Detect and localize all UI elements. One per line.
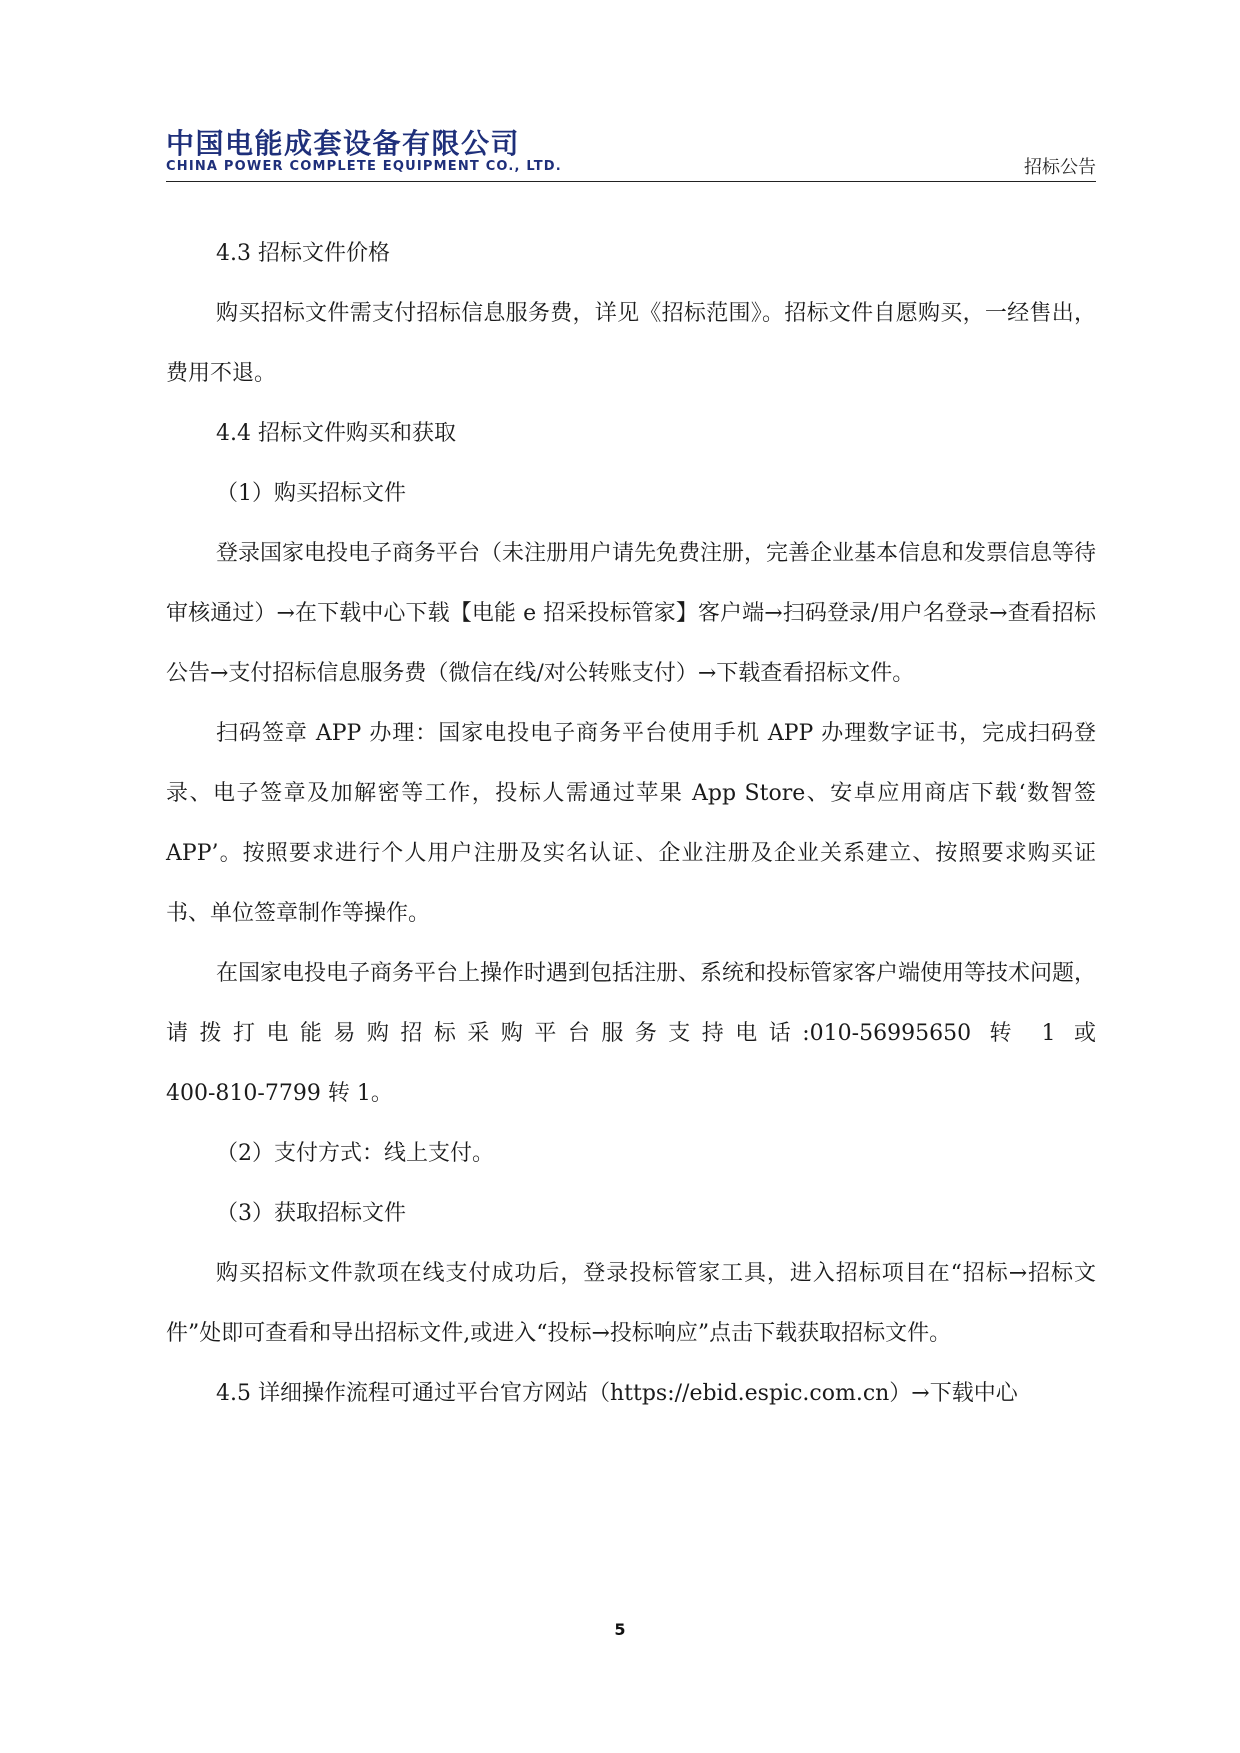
document-body [166,224,1096,1424]
header-divider [166,181,1096,182]
paragraph: 扫码签章 APP 办理：国家电投电子商务平台使用手机 APP 办理数字证书，完成扫码登录、电子签章及加解密等工作，投标人需通过苹果 App Store、安卓应用商店下载‘数智签 APP’。按照要求进行个人用户注册及实名认证、企业注册及企业关系建立、按照要求购买证书、单位签章制作等操作。 [166,721,1096,926]
section-heading-4-5: 4.5 详细操作流程可通过平台官方网站（https://ebid.espic.com.cn）→下载中心 [216,1381,1018,1406]
section-heading-4-4: 4.4 招标文件购买和获取 [216,421,456,446]
subheading: （3）获取招标文件 [216,1201,406,1226]
document-type-label: 招标公告 [1024,157,1096,178]
subheading: （1）购买招标文件 [216,481,406,506]
company-logo-cn: 中国电能成套设备有限公司 [166,127,521,160]
page-header [166,122,1096,182]
paragraph-continuation: 400-810-7799 转 1。 [166,1081,393,1106]
section-heading-4-3: 4.3 招标文件价格 [216,241,390,266]
company-logo-en: CHINA POWER COMPLETE EQUIPMENT CO., LTD. [166,159,562,174]
paragraph: 购买招标文件款项在线支付成功后，登录投标管家工具，进入招标项目在“招标→招标文件”处即可查看和导出招标文件,或进入“投标→投标响应”点击下载获取招标文件。 [166,1261,1096,1346]
paragraph: 在国家电投电子商务平台上操作时遇到包括注册、系统和投标管家客户端使用等技术问题，请拨打电能易购招标采购平台服务支持电话:010-56995650 转 1 或 [166,961,1097,1046]
page-number: 5 [614,1620,626,1639]
paragraph: 购买招标文件需支付招标信息服务费，详见《招标范围》。招标文件自愿购买，一经售出，费用不退。 [166,301,1096,386]
subheading: （2）支付方式：线上支付。 [216,1141,494,1166]
paragraph: 登录国家电投电子商务平台（未注册用户请先免费注册，完善企业基本信息和发票信息等待审核通过）→在下载中心下载【电能 e 招采投标管家】客户端→扫码登录/用户名登录→查看招标公告→支付招标信息服务费（微信在线/对公转账支付）→下载查看招标文件。 [166,541,1097,686]
